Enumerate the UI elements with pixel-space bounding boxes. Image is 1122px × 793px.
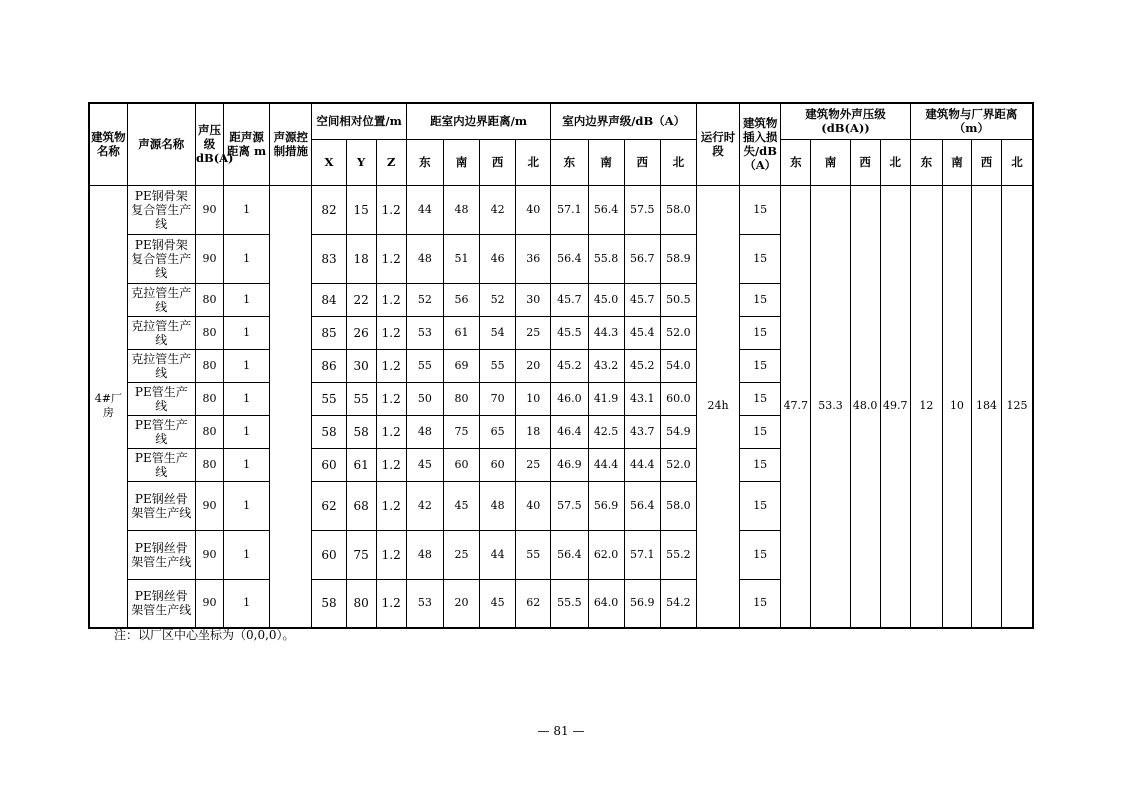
x-cell: 82 <box>312 185 346 234</box>
spl-cell: 80 <box>195 415 223 448</box>
spl-cell: 90 <box>195 530 223 579</box>
z-cell: 1.2 <box>376 382 406 415</box>
spl-cell: 90 <box>195 481 223 530</box>
table-row <box>89 185 1033 234</box>
distance-cell: 1 <box>224 283 270 316</box>
boundary-north-cell: 125 <box>1002 185 1033 628</box>
x-cell: 60 <box>312 530 346 579</box>
distance-cell: 1 <box>224 185 270 234</box>
indoor-dist-south-cell: 56 <box>443 283 479 316</box>
header-indoor-level-west: 西 <box>624 139 660 185</box>
indoor-level-east-cell: 45.2 <box>551 349 588 382</box>
indoor-level-south-cell: 56.9 <box>588 481 624 530</box>
indoor-level-south-cell: 42.5 <box>588 415 624 448</box>
z-cell: 1.2 <box>376 283 406 316</box>
header-x: X <box>312 139 346 185</box>
distance-cell: 1 <box>224 415 270 448</box>
header-operating-period: 运行时段 <box>696 103 739 185</box>
indoor-level-west-cell: 56.9 <box>624 579 660 628</box>
outdoor-east-cell: 47.7 <box>781 185 811 628</box>
indoor-dist-south-cell: 75 <box>443 415 479 448</box>
source-name-cell: 克拉管生产线 <box>127 316 195 349</box>
z-cell: 1.2 <box>376 481 406 530</box>
header-outdoor-north: 北 <box>880 139 910 185</box>
distance-cell: 1 <box>224 349 270 382</box>
header-indoor-level-south: 南 <box>588 139 624 185</box>
y-cell: 61 <box>346 448 376 481</box>
indoor-level-west-cell: 45.7 <box>624 283 660 316</box>
indoor-level-east-cell: 55.5 <box>551 579 588 628</box>
y-cell: 15 <box>346 185 376 234</box>
indoor-dist-south-cell: 69 <box>443 349 479 382</box>
insertion-loss-cell: 15 <box>740 234 781 283</box>
spl-cell: 90 <box>195 234 223 283</box>
header-boundary-east: 东 <box>910 139 942 185</box>
insertion-loss-cell: 15 <box>740 349 781 382</box>
indoor-level-north-cell: 58.0 <box>660 481 696 530</box>
indoor-dist-north-cell: 36 <box>516 234 551 283</box>
indoor-dist-east-cell: 50 <box>406 382 443 415</box>
indoor-dist-north-cell: 20 <box>516 349 551 382</box>
indoor-dist-north-cell: 18 <box>516 415 551 448</box>
distance-cell: 1 <box>224 234 270 283</box>
header-indoor-level-north: 北 <box>660 139 696 185</box>
header-boundary-south: 南 <box>942 139 971 185</box>
page-number: — 81 — <box>537 724 585 738</box>
z-cell: 1.2 <box>376 349 406 382</box>
z-cell: 1.2 <box>376 415 406 448</box>
indoor-dist-west-cell: 52 <box>480 283 516 316</box>
indoor-level-south-cell: 62.0 <box>588 530 624 579</box>
source-name-cell: 克拉管生产线 <box>127 283 195 316</box>
header-source-name: 声源名称 <box>127 103 195 185</box>
indoor-dist-east-cell: 53 <box>406 316 443 349</box>
insertion-loss-cell: 15 <box>740 185 781 234</box>
header-indoor-dist-east: 东 <box>406 139 443 185</box>
indoor-level-north-cell: 54.0 <box>660 349 696 382</box>
outdoor-north-cell: 49.7 <box>880 185 910 628</box>
x-cell: 85 <box>312 316 346 349</box>
indoor-dist-south-cell: 51 <box>443 234 479 283</box>
header-y: Y <box>346 139 376 185</box>
indoor-dist-south-cell: 20 <box>443 579 479 628</box>
indoor-dist-north-cell: 10 <box>516 382 551 415</box>
indoor-dist-north-cell: 62 <box>516 579 551 628</box>
building-name-cell: 4#厂房 <box>89 185 127 628</box>
insertion-loss-cell: 15 <box>740 481 781 530</box>
z-cell: 1.2 <box>376 448 406 481</box>
indoor-dist-west-cell: 46 <box>480 234 516 283</box>
indoor-level-north-cell: 55.2 <box>660 530 696 579</box>
indoor-dist-east-cell: 48 <box>406 234 443 283</box>
y-cell: 30 <box>346 349 376 382</box>
indoor-dist-west-cell: 55 <box>480 349 516 382</box>
indoor-level-west-cell: 56.4 <box>624 481 660 530</box>
source-name-cell: PE管生产线 <box>127 415 195 448</box>
indoor-level-west-cell: 57.5 <box>624 185 660 234</box>
indoor-level-north-cell: 58.0 <box>660 185 696 234</box>
header-indoor-dist-west: 西 <box>480 139 516 185</box>
source-name-cell: PE钢骨架复合管生产线 <box>127 185 195 234</box>
indoor-level-east-cell: 56.4 <box>551 530 588 579</box>
source-name-cell: PE钢骨架复合管生产线 <box>127 234 195 283</box>
y-cell: 68 <box>346 481 376 530</box>
distance-cell: 1 <box>224 481 270 530</box>
header-indoor-level-east: 东 <box>551 139 588 185</box>
spl-cell: 90 <box>195 185 223 234</box>
y-cell: 75 <box>346 530 376 579</box>
header-outdoor-east: 东 <box>781 139 811 185</box>
table-footnote: 注：以厂区中心坐标为（0,0,0）。 <box>114 628 295 642</box>
indoor-level-south-cell: 55.8 <box>588 234 624 283</box>
header-insertion-loss: 建筑物插入损失/dB（A） <box>740 103 781 185</box>
indoor-dist-south-cell: 45 <box>443 481 479 530</box>
indoor-level-east-cell: 46.0 <box>551 382 588 415</box>
indoor-level-east-cell: 46.4 <box>551 415 588 448</box>
x-cell: 62 <box>312 481 346 530</box>
indoor-dist-west-cell: 70 <box>480 382 516 415</box>
header-building-name: 建筑物名称 <box>89 103 127 185</box>
source-name-cell: PE钢丝骨架管生产线 <box>127 530 195 579</box>
y-cell: 55 <box>346 382 376 415</box>
distance-cell: 1 <box>224 530 270 579</box>
source-name-cell: PE管生产线 <box>127 382 195 415</box>
indoor-dist-west-cell: 65 <box>480 415 516 448</box>
indoor-level-east-cell: 56.4 <box>551 234 588 283</box>
insertion-loss-cell: 15 <box>740 579 781 628</box>
source-name-cell: PE钢丝骨架管生产线 <box>127 481 195 530</box>
z-cell: 1.2 <box>376 579 406 628</box>
indoor-dist-east-cell: 53 <box>406 579 443 628</box>
indoor-level-west-cell: 56.7 <box>624 234 660 283</box>
indoor-level-south-cell: 56.4 <box>588 185 624 234</box>
x-cell: 55 <box>312 382 346 415</box>
indoor-level-south-cell: 41.9 <box>588 382 624 415</box>
indoor-level-west-cell: 45.2 <box>624 349 660 382</box>
indoor-level-east-cell: 46.9 <box>551 448 588 481</box>
noise-source-table <box>88 102 1034 629</box>
indoor-dist-north-cell: 40 <box>516 481 551 530</box>
spl-cell: 90 <box>195 579 223 628</box>
spl-cell: 80 <box>195 448 223 481</box>
boundary-west-cell: 184 <box>972 185 1002 628</box>
indoor-level-south-cell: 44.3 <box>588 316 624 349</box>
header-indoor-boundary-distance: 距室内边界距离/m <box>406 103 551 139</box>
indoor-dist-east-cell: 44 <box>406 185 443 234</box>
indoor-level-south-cell: 45.0 <box>588 283 624 316</box>
indoor-level-north-cell: 58.9 <box>660 234 696 283</box>
indoor-level-east-cell: 57.5 <box>551 481 588 530</box>
indoor-level-north-cell: 54.9 <box>660 415 696 448</box>
outdoor-south-cell: 53.3 <box>811 185 850 628</box>
indoor-dist-west-cell: 60 <box>480 448 516 481</box>
z-cell: 1.2 <box>376 316 406 349</box>
noise-source-table-container <box>88 102 1034 629</box>
header-distance-from-source: 距声源距离 m <box>224 103 270 185</box>
indoor-dist-west-cell: 45 <box>480 579 516 628</box>
spl-cell: 80 <box>195 283 223 316</box>
indoor-dist-east-cell: 55 <box>406 349 443 382</box>
indoor-dist-south-cell: 25 <box>443 530 479 579</box>
indoor-level-west-cell: 44.4 <box>624 448 660 481</box>
indoor-level-north-cell: 52.0 <box>660 316 696 349</box>
indoor-dist-east-cell: 45 <box>406 448 443 481</box>
insertion-loss-cell: 15 <box>740 415 781 448</box>
indoor-level-north-cell: 60.0 <box>660 382 696 415</box>
indoor-dist-east-cell: 48 <box>406 530 443 579</box>
indoor-level-west-cell: 43.1 <box>624 382 660 415</box>
indoor-dist-west-cell: 48 <box>480 481 516 530</box>
indoor-level-east-cell: 45.5 <box>551 316 588 349</box>
indoor-dist-south-cell: 61 <box>443 316 479 349</box>
insertion-loss-cell: 15 <box>740 316 781 349</box>
indoor-level-west-cell: 57.1 <box>624 530 660 579</box>
x-cell: 83 <box>312 234 346 283</box>
spl-cell: 80 <box>195 316 223 349</box>
distance-cell: 1 <box>224 316 270 349</box>
y-cell: 22 <box>346 283 376 316</box>
indoor-dist-north-cell: 25 <box>516 448 551 481</box>
indoor-level-west-cell: 45.4 <box>624 316 660 349</box>
z-cell: 1.2 <box>376 185 406 234</box>
distance-cell: 1 <box>224 382 270 415</box>
indoor-dist-west-cell: 44 <box>480 530 516 579</box>
distance-cell: 1 <box>224 579 270 628</box>
operating-period-cell: 24h <box>696 185 739 628</box>
header-sound-pressure-level: 声压级dB(A) <box>195 103 223 185</box>
header-source-control: 声源控制措施 <box>270 103 312 185</box>
indoor-level-south-cell: 44.4 <box>588 448 624 481</box>
indoor-dist-south-cell: 48 <box>443 185 479 234</box>
x-cell: 58 <box>312 415 346 448</box>
y-cell: 80 <box>346 579 376 628</box>
indoor-dist-east-cell: 48 <box>406 415 443 448</box>
indoor-dist-north-cell: 55 <box>516 530 551 579</box>
header-boundary-west: 西 <box>972 139 1002 185</box>
insertion-loss-cell: 15 <box>740 382 781 415</box>
source-name-cell: PE钢丝骨架管生产线 <box>127 579 195 628</box>
y-cell: 26 <box>346 316 376 349</box>
outdoor-west-cell: 48.0 <box>850 185 880 628</box>
header-indoor-boundary-level: 室内边界声级/dB（A） <box>551 103 697 139</box>
header-outdoor-sound-level: 建筑物外声压级(dB(A)) <box>781 103 911 139</box>
indoor-level-south-cell: 43.2 <box>588 349 624 382</box>
distance-cell: 1 <box>224 448 270 481</box>
header-relative-position: 空间相对位置/m <box>312 103 406 139</box>
z-cell: 1.2 <box>376 530 406 579</box>
header-outdoor-south: 南 <box>811 139 850 185</box>
indoor-level-north-cell: 54.2 <box>660 579 696 628</box>
indoor-level-east-cell: 45.7 <box>551 283 588 316</box>
z-cell: 1.2 <box>376 234 406 283</box>
indoor-level-east-cell: 57.1 <box>551 185 588 234</box>
x-cell: 60 <box>312 448 346 481</box>
indoor-dist-west-cell: 42 <box>480 185 516 234</box>
source-name-cell: 克拉管生产线 <box>127 349 195 382</box>
indoor-level-south-cell: 64.0 <box>588 579 624 628</box>
header-boundary-distance: 建筑物与厂界距离（m） <box>910 103 1033 139</box>
boundary-east-cell: 12 <box>910 185 942 628</box>
indoor-dist-north-cell: 40 <box>516 185 551 234</box>
y-cell: 58 <box>346 415 376 448</box>
indoor-dist-south-cell: 80 <box>443 382 479 415</box>
header-indoor-dist-north: 北 <box>516 139 551 185</box>
header-boundary-north: 北 <box>1002 139 1033 185</box>
spl-cell: 80 <box>195 349 223 382</box>
indoor-dist-south-cell: 60 <box>443 448 479 481</box>
indoor-dist-west-cell: 54 <box>480 316 516 349</box>
header-z: Z <box>376 139 406 185</box>
spl-cell: 80 <box>195 382 223 415</box>
y-cell: 18 <box>346 234 376 283</box>
header-outdoor-west: 西 <box>850 139 880 185</box>
x-cell: 86 <box>312 349 346 382</box>
indoor-dist-north-cell: 25 <box>516 316 551 349</box>
indoor-dist-east-cell: 52 <box>406 283 443 316</box>
insertion-loss-cell: 15 <box>740 448 781 481</box>
boundary-south-cell: 10 <box>942 185 971 628</box>
insertion-loss-cell: 15 <box>740 530 781 579</box>
x-cell: 84 <box>312 283 346 316</box>
indoor-level-north-cell: 50.5 <box>660 283 696 316</box>
source-name-cell: PE管生产线 <box>127 448 195 481</box>
x-cell: 58 <box>312 579 346 628</box>
insertion-loss-cell: 15 <box>740 283 781 316</box>
indoor-dist-north-cell: 30 <box>516 283 551 316</box>
indoor-level-north-cell: 52.0 <box>660 448 696 481</box>
header-indoor-dist-south: 南 <box>443 139 479 185</box>
indoor-dist-east-cell: 42 <box>406 481 443 530</box>
control-measure-cell <box>270 185 312 628</box>
indoor-level-west-cell: 43.7 <box>624 415 660 448</box>
